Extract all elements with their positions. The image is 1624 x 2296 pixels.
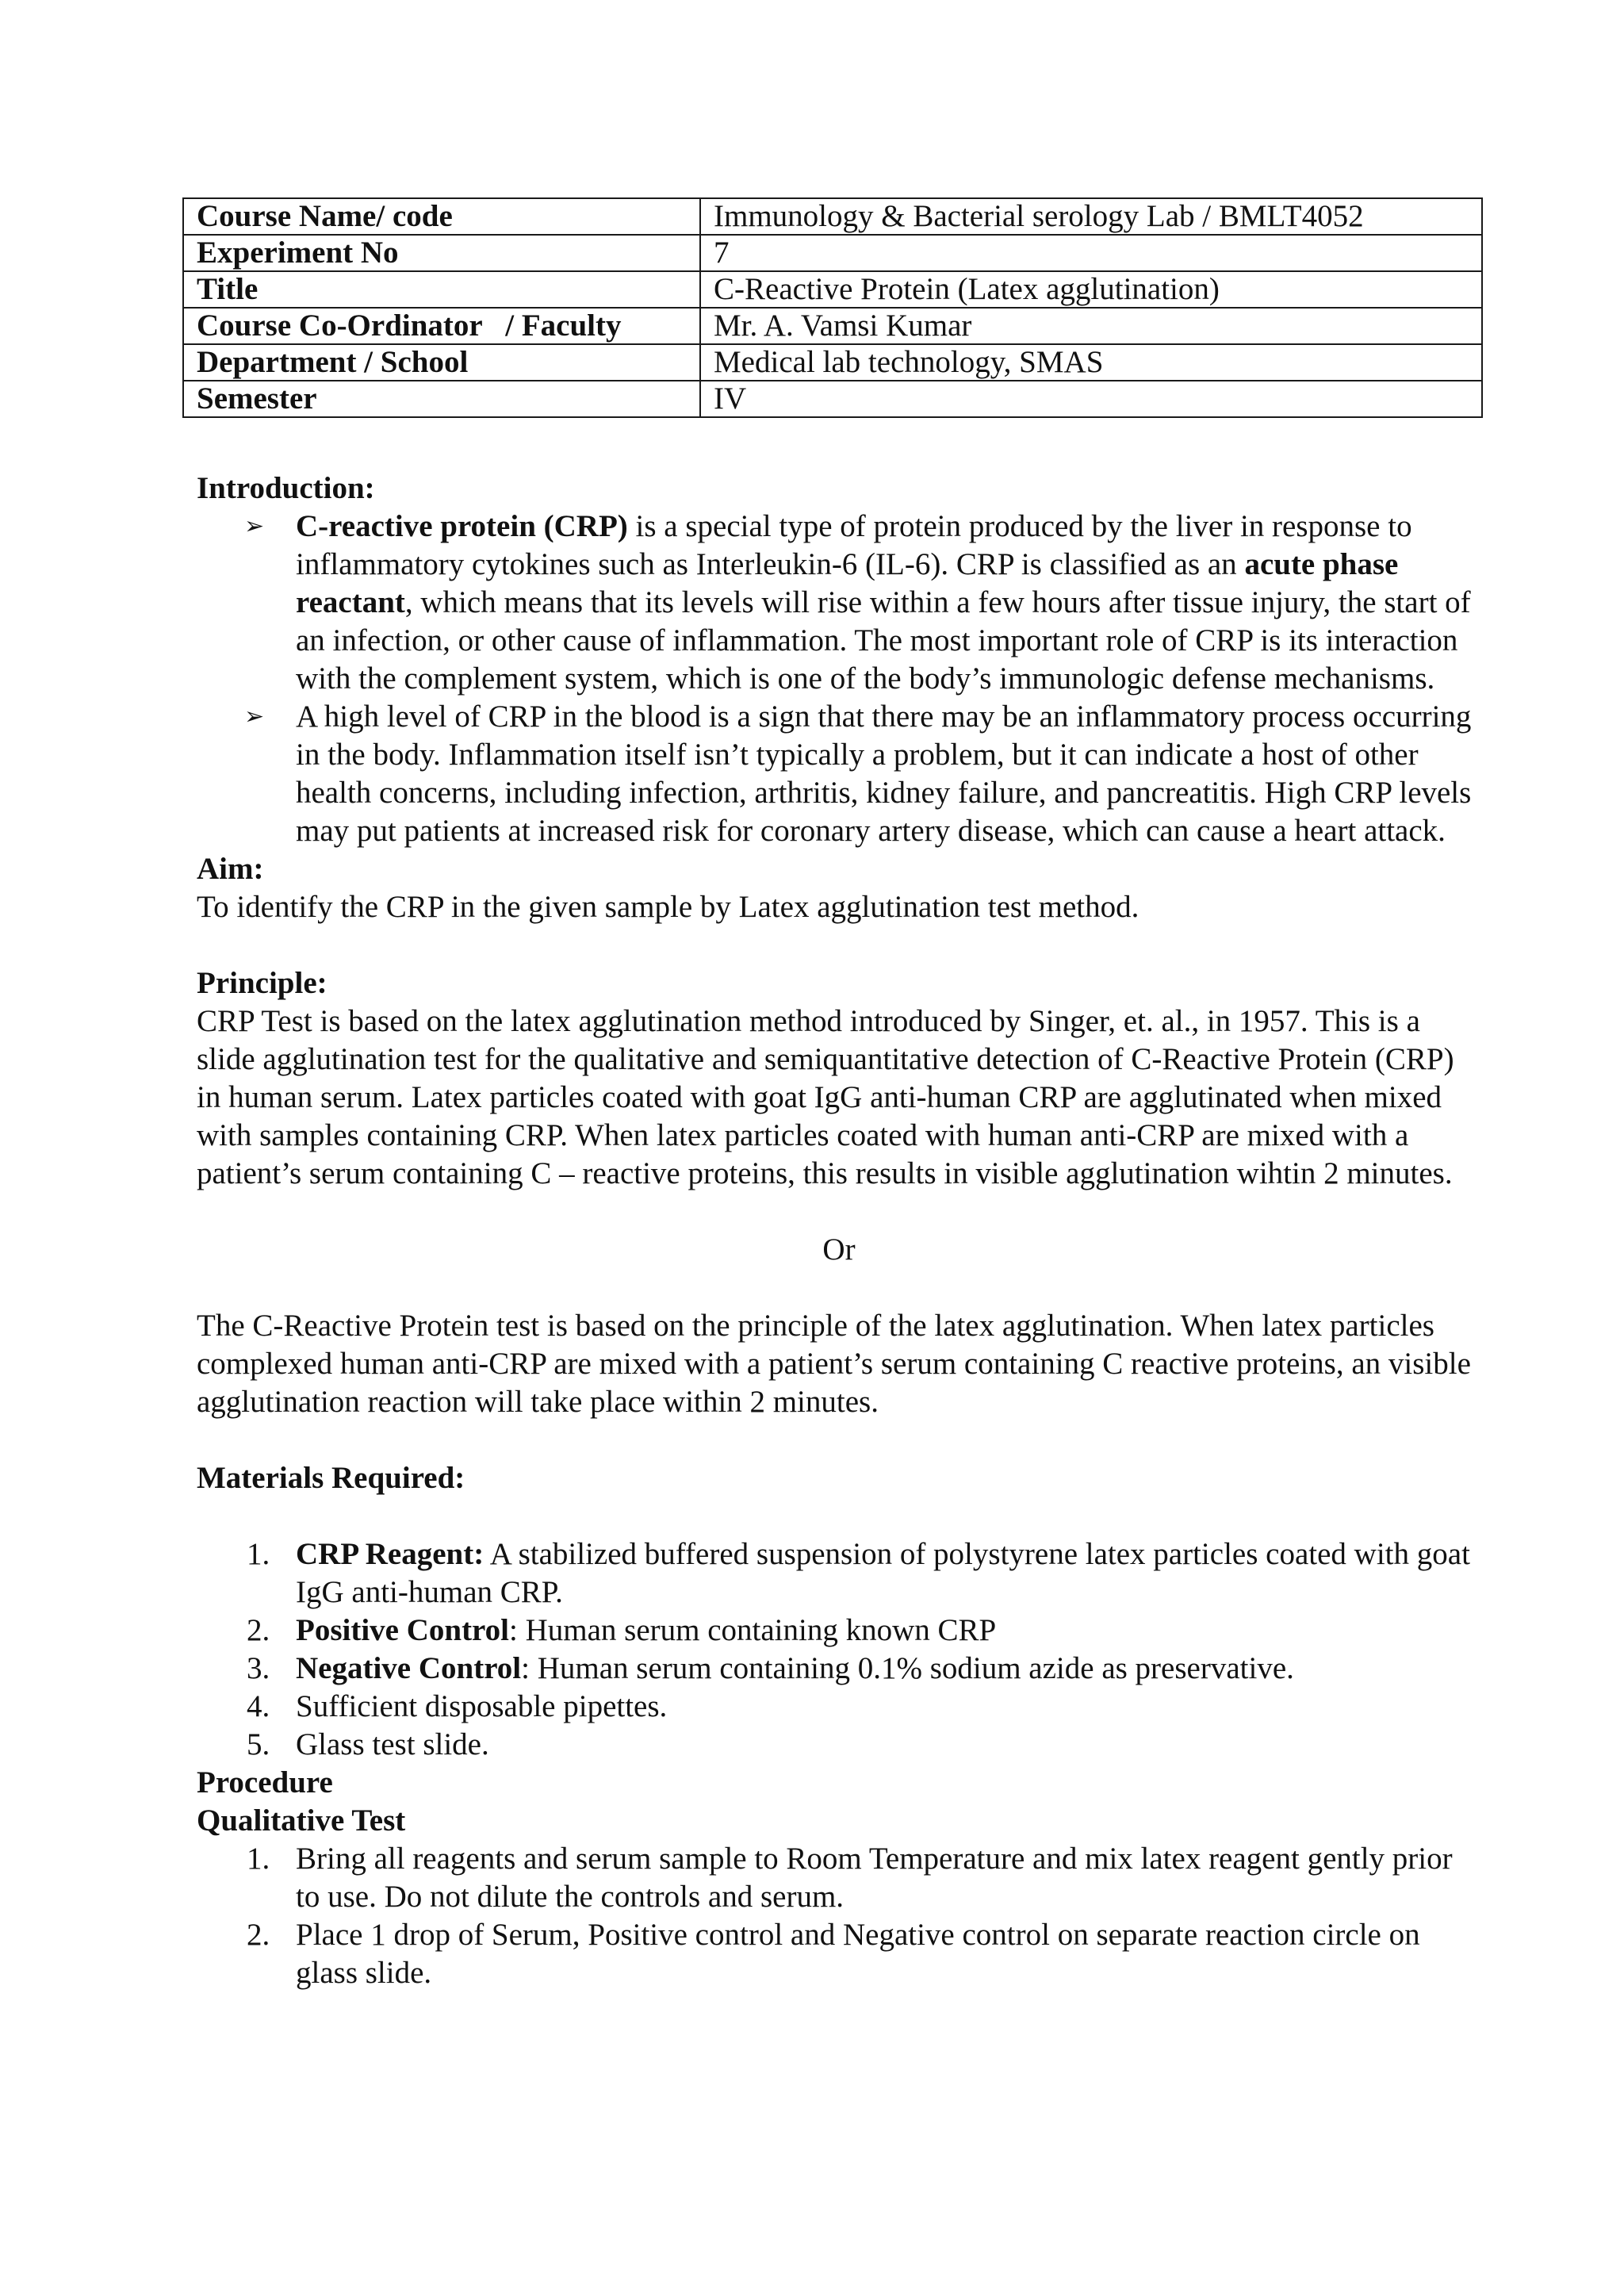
table-value-cell: IV	[700, 381, 1482, 417]
table-row	[183, 381, 1482, 417]
table-value-cell: Immunology & Bacterial serology Lab / BMLT4052	[700, 198, 1482, 235]
body-text: A high level of CRP in the blood is a sign that there may be an inflammatory process occurring in the body. Inflammation itself isn’t typically a problem, but it can indicate a host of other health concerns, including infection, arthritis, kidney failure, and pancreatitis. High CRP levels may put patients at increased risk for coronary artery disease, which can cause a heart attack.	[296, 700, 1472, 848]
table-value-cell: Medical lab technology, SMAS	[700, 344, 1482, 381]
document-body	[197, 470, 1481, 1992]
body-text: : Human serum containing known CRP	[509, 1613, 997, 1647]
materials-heading: Materials Required:	[197, 1461, 465, 1495]
procedure-heading: Procedure	[197, 1765, 333, 1800]
aim-text: To identify the CRP in the given sample by Latex agglutination test method.	[197, 890, 1139, 924]
bold-term: acute phase reactant	[296, 547, 1399, 619]
body-text: Place 1 drop of Serum, Positive control and Negative control on separate reaction circle on glass slide.	[296, 1918, 1420, 1990]
course-info-table	[182, 197, 1483, 418]
list-item	[247, 1535, 1481, 1612]
or-separator: Or	[822, 1232, 856, 1267]
list-item	[247, 1688, 1481, 1726]
bold-term: Positive Control	[296, 1613, 510, 1647]
bold-term: Negative Control	[296, 1651, 522, 1685]
list-number: 1.	[247, 1537, 270, 1571]
aim-heading: Aim:	[197, 852, 264, 886]
table-value-cell: C-Reactive Protein (Latex agglutination)	[700, 271, 1482, 308]
table-key-cell: Semester	[183, 381, 700, 417]
procedure-steps	[197, 1840, 1481, 1992]
table-key-cell: Experiment No	[183, 235, 700, 271]
body-text: Glass test slide.	[296, 1727, 489, 1761]
bold-term: C-reactive protein (CRP)	[296, 509, 628, 543]
list-item	[244, 698, 1481, 850]
list-number: 2.	[247, 1613, 270, 1647]
list-number: 3.	[247, 1651, 270, 1685]
table-key-cell: Department / School	[183, 344, 700, 381]
list-item	[247, 1650, 1481, 1688]
bold-term: CRP Reagent:	[296, 1537, 485, 1571]
table-row	[183, 308, 1482, 344]
table-value-cell: Mr. A. Vamsi Kumar	[700, 308, 1482, 344]
body-text: A stabilized buffered suspension of polystyrene latex particles coated with goat IgG anti-human CRP.	[296, 1537, 1470, 1609]
principle-paragraph: CRP Test is based on the latex agglutination method introduced by Singer, et. al., in 1957. This is a slide agglutination test for the qualitative and semiquantitative detection of C-Reactive Protein (CRP) in human serum. Latex particles coated with goat IgG anti-human CRP are agglutinated when mixed with samples containing CRP. When latex particles coated with human anti-CRP are mixed with a patient’s serum containing C – reactive proteins, this results in visible agglutination wihtin 2 minutes.	[197, 1004, 1454, 1190]
table-row	[183, 198, 1482, 235]
arrowhead-bullet-icon: ➢	[244, 703, 265, 730]
body-text: : Human serum containing 0.1% sodium azide as preservative.	[521, 1651, 1294, 1685]
list-item	[247, 1916, 1481, 1992]
materials-list	[197, 1535, 1481, 1764]
table-key-cell: Course Name/ code	[183, 198, 700, 235]
principle-paragraph-alt: The C-Reactive Protein test is based on the principle of the latex agglutination. When latex particles complexed human anti-CRP are mixed with a patient’s serum containing C reactive proteins, an visible agglutination reaction will take place within 2 minutes.	[197, 1309, 1471, 1419]
arrowhead-bullet-icon: ➢	[244, 513, 265, 539]
qualitative-test-subheading: Qualitative Test	[197, 1803, 406, 1838]
table-value-cell: 7	[700, 235, 1482, 271]
table-key-cell: Title	[183, 271, 700, 308]
body-text: is a special type of protein produced by the liver in response to inflammatory cytokines such as Interleukin-6 (IL-6). CRP is classified as an	[296, 509, 1412, 581]
list-number: 2.	[247, 1918, 270, 1952]
table-key-cell: Course Co-Ordinator / Faculty	[183, 308, 700, 344]
list-item	[247, 1840, 1481, 1916]
body-text: Bring all reagents and serum sample to Room Temperature and mix latex reagent gently prior to use. Do not dilute the controls and serum.	[296, 1842, 1453, 1914]
body-text: Sufficient disposable pipettes.	[296, 1689, 668, 1723]
introduction-heading: Introduction:	[197, 471, 375, 505]
list-number: 4.	[247, 1689, 270, 1723]
principle-heading: Principle:	[197, 966, 327, 1000]
list-number: 5.	[247, 1727, 270, 1761]
table-row	[183, 271, 1482, 308]
table-row	[183, 235, 1482, 271]
list-item	[244, 508, 1481, 698]
introduction-list	[197, 508, 1481, 850]
list-item	[247, 1612, 1481, 1650]
body-text: , which means that its levels will rise within a few hours after tissue injury, the start of an infection, or other cause of inflammation. The most important role of CRP is its interaction with the complement system, which is one of the body’s immunologic defense mechanisms.	[296, 585, 1471, 696]
list-number: 1.	[247, 1842, 270, 1876]
table-row	[183, 344, 1482, 381]
list-item	[247, 1726, 1481, 1764]
